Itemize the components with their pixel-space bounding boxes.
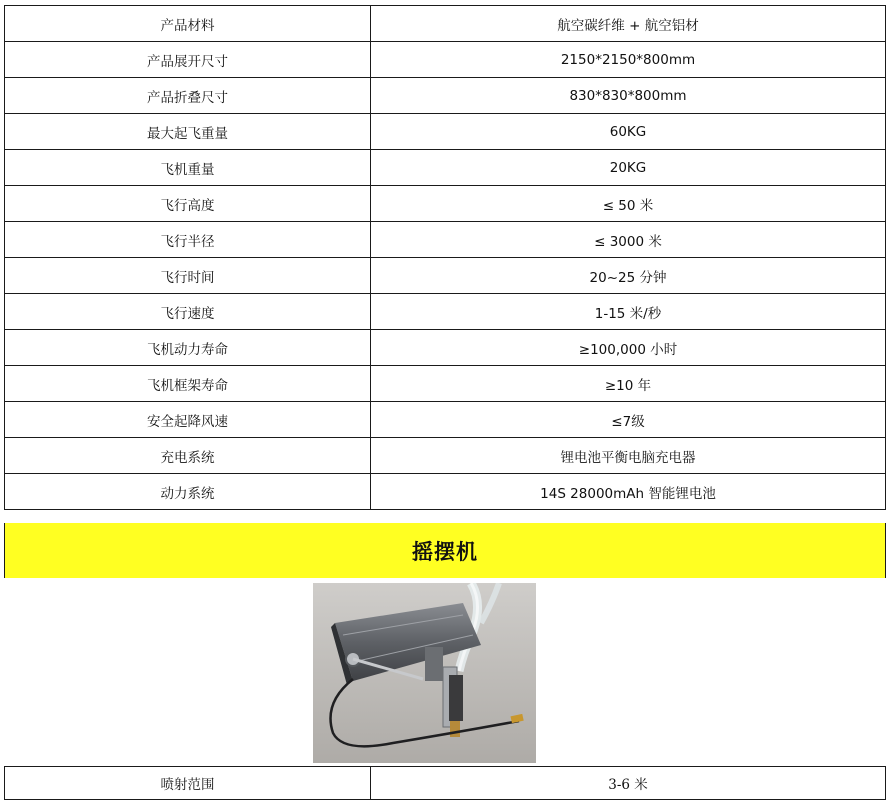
row-value: 3-6 米 xyxy=(371,767,886,800)
row-label: 飞机动力寿命 xyxy=(5,330,371,366)
table-row xyxy=(5,114,886,150)
row-value: ≤7级 xyxy=(371,402,886,438)
spray-range-table xyxy=(4,766,886,800)
table-row xyxy=(5,222,886,258)
row-label: 飞机重量 xyxy=(5,150,371,186)
row-label: 飞行时间 xyxy=(5,258,371,294)
table-row xyxy=(5,150,886,186)
row-label: 安全起降风速 xyxy=(5,402,371,438)
row-label: 飞行速度 xyxy=(5,294,371,330)
table-row xyxy=(5,767,886,800)
row-value: 2150*2150*800mm xyxy=(371,42,886,78)
row-label: 产品折叠尺寸 xyxy=(5,78,371,114)
row-value: ≥10 年 xyxy=(371,366,886,402)
table-row xyxy=(5,330,886,366)
row-label: 动力系统 xyxy=(5,474,371,510)
row-value: 20~25 分钟 xyxy=(371,258,886,294)
row-value: ≤ 50 米 xyxy=(371,186,886,222)
table-row xyxy=(5,402,886,438)
swing-sprayer-illustration xyxy=(313,583,536,763)
row-label: 产品展开尺寸 xyxy=(5,42,371,78)
row-value: 航空碳纤维 + 航空铝材 xyxy=(371,6,886,42)
section-banner xyxy=(4,523,886,578)
row-value: 锂电池平衡电脑充电器 xyxy=(371,438,886,474)
row-label: 产品材料 xyxy=(5,6,371,42)
row-label: 飞行半径 xyxy=(5,222,371,258)
row-value: ≤ 3000 米 xyxy=(371,222,886,258)
table-row xyxy=(5,42,886,78)
table-row xyxy=(5,186,886,222)
row-label: 飞机框架寿命 xyxy=(5,366,371,402)
row-label: 充电系统 xyxy=(5,438,371,474)
row-value: 1-15 米/秒 xyxy=(371,294,886,330)
row-value: 20KG xyxy=(371,150,886,186)
row-value: 830*830*800mm xyxy=(371,78,886,114)
product-photo xyxy=(313,583,536,763)
table-row xyxy=(5,78,886,114)
table-row xyxy=(5,366,886,402)
row-label: 最大起飞重量 xyxy=(5,114,371,150)
row-value: 60KG xyxy=(371,114,886,150)
table-row xyxy=(5,258,886,294)
section-title: 摇摆机 xyxy=(412,539,478,564)
table-row xyxy=(5,438,886,474)
table-row xyxy=(5,474,886,510)
table-row xyxy=(5,294,886,330)
spec-table xyxy=(4,5,886,510)
row-label: 飞行高度 xyxy=(5,186,371,222)
row-value: ≥100,000 小时 xyxy=(371,330,886,366)
table-row xyxy=(5,6,886,42)
row-label: 喷射范围 xyxy=(5,767,371,800)
row-value: 14S 28000mAh 智能锂电池 xyxy=(371,474,886,510)
